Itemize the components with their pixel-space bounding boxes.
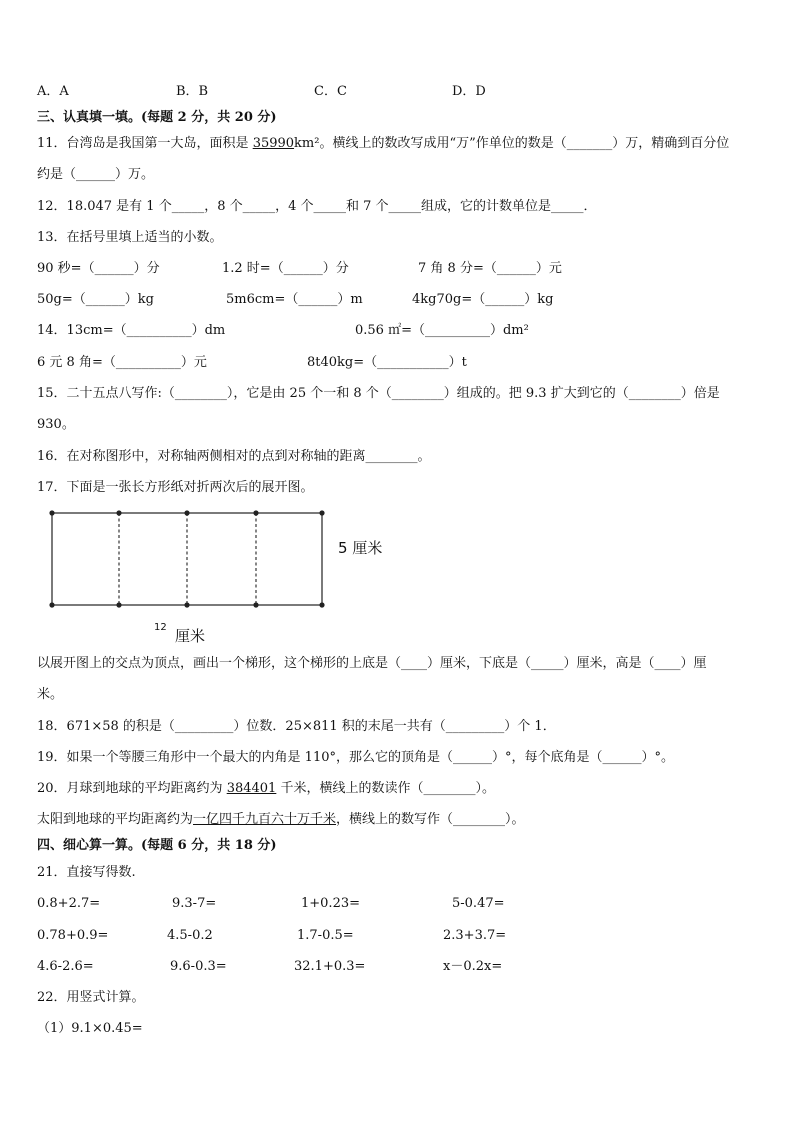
section3-title: 三、认真填一填。(每题 2 分，共 20 分) <box>37 110 277 125</box>
q13-r1-c1: 90 秒=（______）分 <box>37 261 160 276</box>
q20b-text-b: ，横线上的数写作（________）。 <box>336 812 525 827</box>
section4-title: 四、细心算一算。(每题 6 分，共 18 分) <box>37 838 277 853</box>
q13-r1-c3: 7 角 8 分=（______）元 <box>418 261 562 276</box>
q13-r2-c3: 4kg70g=（______）kg <box>412 292 554 307</box>
calc-r2-c1: 0.78+0.9= <box>37 928 109 943</box>
q14-r2-c1: 6 元 8 角=（__________）元 <box>37 355 207 370</box>
question-15-cont: 930。 <box>37 417 75 432</box>
question-20 <box>37 781 495 797</box>
q11-text-b: km²。横线上的数改写成用“万”作单位的数是（_______）万，精确到百分位 <box>294 136 730 151</box>
q11-text-a: 11．台湾岛是我国第一大岛，面积是 <box>37 136 253 151</box>
calc-r2-c2: 4.5-0.2 <box>167 928 213 943</box>
question-16: 16．在对称图形中，对称轴两侧相对的点到对称轴的距离________。 <box>37 449 431 464</box>
q11-underlined-number: 35990 <box>252 136 295 151</box>
unfolded-rectangle-figure <box>44 505 334 613</box>
question-18: 18．671×58 的积是（_________）位数．25×811 积的末尾一共有（_________）个 1． <box>37 719 556 734</box>
figure-width-number: 12 <box>154 622 167 633</box>
calc-r3-c2: 9.6-0.3= <box>170 959 227 974</box>
height-number: 5 <box>338 539 348 557</box>
q20-text-b: 千米，横线上的数读作（________）。 <box>276 781 495 796</box>
q13-r2-c1: 50g=（______）kg <box>37 292 154 307</box>
q14-r1-c1: 14．13cm=（__________）dm <box>37 323 226 338</box>
q14-r2-c2: 8t40kg=（___________）t <box>307 355 467 370</box>
question-15: 15．二十五点八写作:（________），它是由 25 个一和 8 个（________）组成的。把 9.3 扩大到它的（________）倍是 <box>37 386 720 401</box>
height-unit: 厘米 <box>352 539 383 557</box>
q20b-text-a: 太阳到地球的平均距离约为 <box>37 812 194 827</box>
calc-r1-c4: 5-0.47= <box>452 896 505 911</box>
calc-r1-c2: 9.3-7= <box>172 896 217 911</box>
question-19: 19．如果一个等腰三角形中一个最大的内角是 110°，那么它的顶角是（______）°，每个底角是（______）°。 <box>37 750 674 765</box>
q14-r1-c2: 0.56 ㎡=（__________）dm² <box>355 323 529 338</box>
q13-r2-c2: 5m6cm=（______）m <box>226 292 363 307</box>
figure-height-label <box>338 537 382 558</box>
question-13: 13．在括号里填上适当的小数。 <box>37 230 223 245</box>
option-a: A．A <box>37 84 69 99</box>
question-22-1: （1）9.1×0.45= <box>37 1021 143 1036</box>
calc-r3-c4: x－0.2x= <box>443 959 503 974</box>
question-17: 17．下面是一张长方形纸对折两次后的展开图。 <box>37 480 314 495</box>
question-12: 12．18.047 是有 1 个_____，8 个_____，4 个_____和 7 个_____组成，它的计数单位是_____． <box>37 199 597 214</box>
option-d: D．D <box>452 84 486 99</box>
question-21: 21．直接写得数. <box>37 865 136 880</box>
question-17-text: 以展开图上的交点为顶点，画出一个梯形，这个梯形的上底是（____）厘米，下底是（_____）厘米，高是（____）厘 <box>37 656 707 671</box>
question-20-b <box>37 812 525 828</box>
option-b: B．B <box>176 84 209 99</box>
calc-r1-c3: 1+0.23= <box>301 896 361 911</box>
calc-r3-c3: 32.1+0.3= <box>294 959 366 974</box>
question-11-cont: 约是（______）万。 <box>37 167 155 182</box>
question-22: 22．用竖式计算。 <box>37 990 145 1005</box>
calc-r3-c1: 4.6-2.6= <box>37 959 94 974</box>
option-c: C．C <box>314 84 347 99</box>
question-17-text-cont: 米。 <box>37 687 64 702</box>
question-11 <box>37 136 729 152</box>
q20-underlined-number: 384401 <box>226 781 277 796</box>
q13-r1-c2: 1.2 时=（______）分 <box>222 261 349 276</box>
q20-text-a: 20．月球到地球的平均距离约为 <box>37 781 227 796</box>
calc-r2-c3: 1.7-0.5= <box>297 928 354 943</box>
calc-r1-c1: 0.8+2.7= <box>37 896 101 911</box>
q20b-underlined-words: 一亿四千九百六十万千米 <box>193 812 337 827</box>
figure-width-unit: 厘米 <box>175 627 206 645</box>
calc-r2-c4: 2.3+3.7= <box>443 928 507 943</box>
